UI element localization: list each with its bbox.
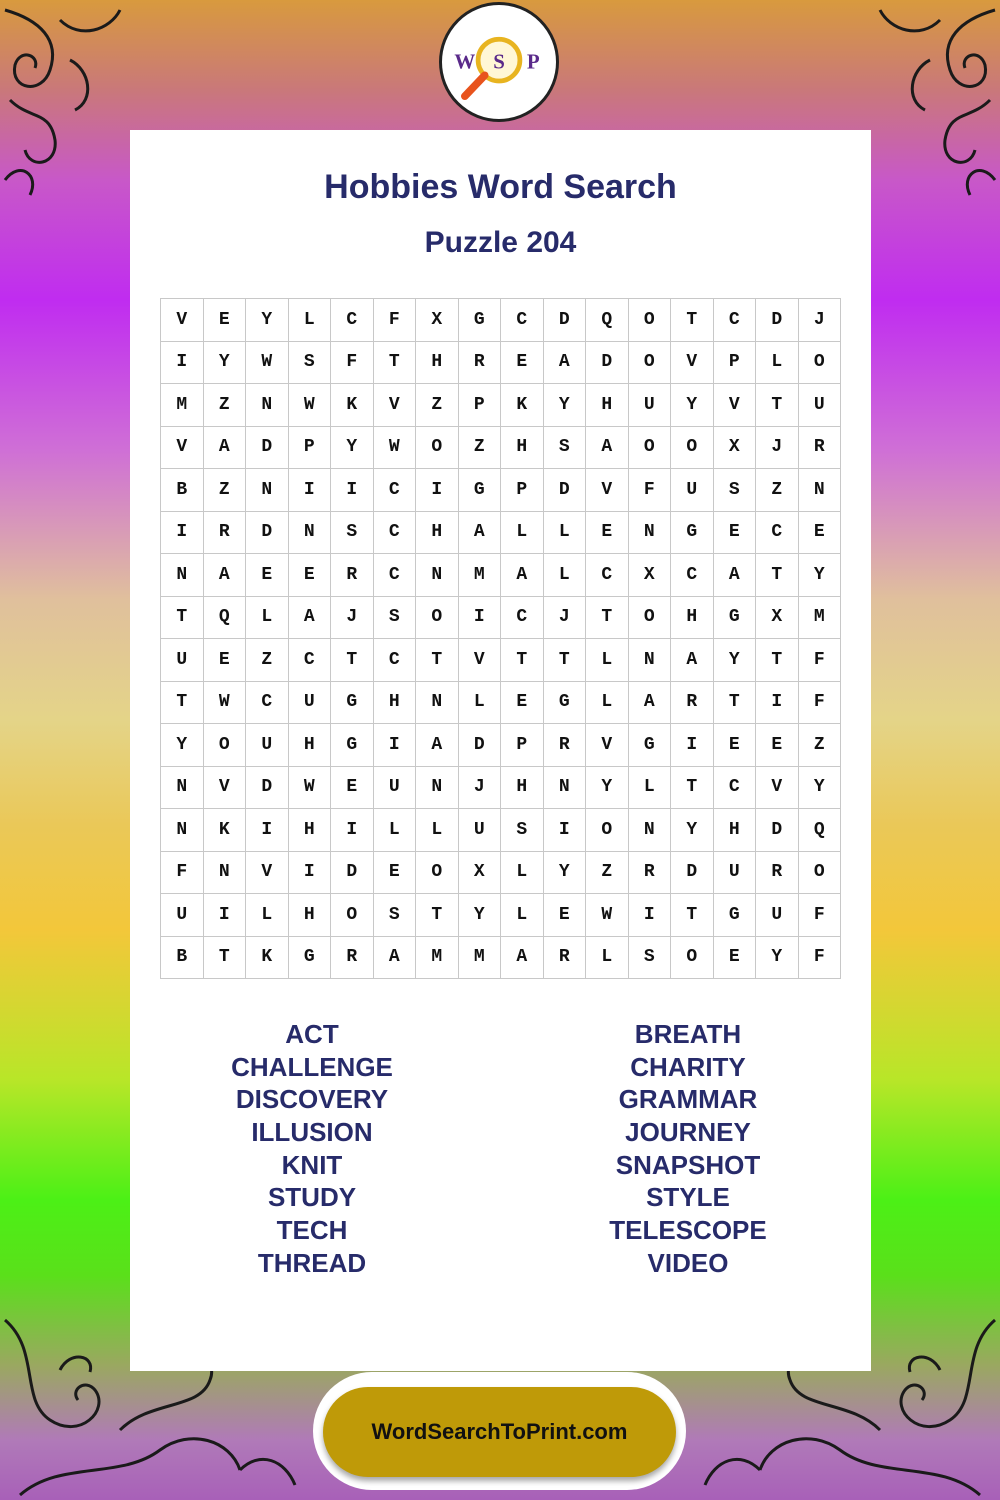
grid-cell[interactable]: H — [416, 342, 459, 385]
grid-cell[interactable]: I — [756, 682, 799, 725]
grid-cell[interactable]: V — [204, 767, 247, 810]
grid-cell[interactable]: P — [501, 469, 544, 512]
grid-cell[interactable]: I — [416, 469, 459, 512]
grid-cell[interactable]: Y — [544, 852, 587, 895]
grid-cell[interactable]: N — [416, 767, 459, 810]
puzzle-number: Puzzle 204 — [424, 226, 577, 259]
grid-cell[interactable]: Y — [586, 767, 629, 810]
grid-cell[interactable]: H — [501, 767, 544, 810]
grid-cell[interactable]: E — [289, 554, 332, 597]
grid-cell[interactable]: L — [416, 809, 459, 852]
grid-cell[interactable]: E — [374, 852, 417, 895]
grid-cell[interactable]: K — [331, 384, 374, 427]
grid-cell[interactable]: G — [671, 512, 714, 555]
grid-cell[interactable]: E — [799, 512, 842, 555]
grid-cell[interactable]: I — [671, 724, 714, 767]
grid-cell[interactable]: O — [629, 597, 672, 640]
grid-cell[interactable]: V — [459, 639, 502, 682]
site-logo[interactable] — [439, 2, 559, 122]
grid-cell[interactable]: N — [204, 852, 247, 895]
grid-cell[interactable]: U — [246, 724, 289, 767]
grid-cell[interactable]: H — [289, 724, 332, 767]
grid-cell[interactable]: V — [671, 342, 714, 385]
grid-cell[interactable]: M — [799, 597, 842, 640]
grid-cell[interactable]: D — [544, 299, 587, 342]
grid-cell[interactable]: Z — [459, 427, 502, 470]
word-list-left — [162, 1018, 462, 1280]
grid-cell[interactable]: D — [246, 512, 289, 555]
grid-cell[interactable]: D — [756, 299, 799, 342]
website-link-button[interactable]: WordSearchToPrint.com — [323, 1387, 676, 1477]
grid-cell[interactable]: S — [331, 512, 374, 555]
grid-cell[interactable]: P — [501, 724, 544, 767]
grid-cell[interactable]: A — [204, 554, 247, 597]
grid-cell[interactable]: Z — [204, 384, 247, 427]
grid-cell[interactable]: C — [714, 767, 757, 810]
grid-cell[interactable]: X — [714, 427, 757, 470]
word-list-item: BREATH — [634, 1019, 742, 1049]
grid-cell[interactable]: P — [459, 384, 502, 427]
grid-cell[interactable]: E — [756, 724, 799, 767]
grid-cell[interactable]: V — [756, 767, 799, 810]
grid-cell[interactable]: L — [501, 512, 544, 555]
word-list-item: STUDY — [267, 1182, 357, 1213]
grid-cell[interactable]: J — [331, 597, 374, 640]
grid-cell[interactable]: F — [161, 852, 204, 895]
grid-cell[interactable]: W — [246, 342, 289, 385]
grid-cell[interactable]: A — [671, 639, 714, 682]
grid-cell[interactable]: M — [459, 937, 502, 980]
grid-cell[interactable]: Y — [246, 299, 289, 342]
grid-cell[interactable]: X — [459, 852, 502, 895]
word-list-item: CHARITY — [630, 1051, 746, 1082]
grid-cell[interactable]: V — [586, 724, 629, 767]
grid-cell[interactable]: A — [416, 724, 459, 767]
grid-cell[interactable]: S — [544, 427, 587, 470]
grid-cell[interactable]: B — [161, 469, 204, 512]
grid-cell[interactable]: N — [161, 554, 204, 597]
grid-cell[interactable]: H — [289, 894, 332, 937]
grid-cell[interactable]: T — [161, 682, 204, 725]
grid-cell[interactable]: G — [331, 682, 374, 725]
grid-cell[interactable]: T — [756, 554, 799, 597]
grid-cell[interactable]: D — [246, 767, 289, 810]
grid-cell[interactable]: V — [161, 299, 204, 342]
grid-cell[interactable]: C — [374, 512, 417, 555]
grid-cell[interactable]: I — [331, 469, 374, 512]
grid-cell[interactable]: O — [331, 894, 374, 937]
word-list-item: VIDEO — [647, 1247, 729, 1278]
grid-cell[interactable]: A — [374, 937, 417, 980]
grid-cell[interactable]: N — [416, 682, 459, 725]
grid-cell[interactable]: N — [629, 512, 672, 555]
grid-cell[interactable]: O — [629, 299, 672, 342]
grid-cell[interactable]: R — [459, 342, 502, 385]
grid-cell[interactable]: T — [374, 342, 417, 385]
grid-cell[interactable]: G — [714, 894, 757, 937]
grid-cell[interactable]: L — [544, 554, 587, 597]
grid-cell[interactable]: I — [289, 469, 332, 512]
word-list-item: ILLUSION — [251, 1117, 373, 1148]
grid-cell[interactable]: P — [714, 342, 757, 385]
grid-cell[interactable]: Z — [756, 469, 799, 512]
grid-cell[interactable]: D — [246, 427, 289, 470]
grid-cell[interactable]: O — [416, 852, 459, 895]
corner-ornament-top-left — [0, 0, 130, 200]
word-list-item: THREAD — [257, 1247, 367, 1278]
grid-cell[interactable]: O — [671, 937, 714, 980]
grid-cell[interactable]: E — [586, 512, 629, 555]
grid-cell[interactable]: C — [671, 554, 714, 597]
grid-cell[interactable]: R — [629, 852, 672, 895]
word-list-right — [538, 1018, 838, 1280]
grid-cell[interactable]: L — [246, 894, 289, 937]
grid-cell[interactable]: F — [799, 894, 842, 937]
grid-cell[interactable]: W — [289, 384, 332, 427]
grid-cell[interactable]: H — [671, 597, 714, 640]
grid-cell[interactable]: L — [289, 299, 332, 342]
grid-cell[interactable]: J — [756, 427, 799, 470]
grid-cell[interactable]: F — [374, 299, 417, 342]
grid-cell[interactable]: O — [416, 597, 459, 640]
puzzle-sheet — [130, 130, 871, 1371]
grid-cell[interactable]: C — [374, 639, 417, 682]
grid-cell[interactable]: O — [629, 342, 672, 385]
grid-cell[interactable]: C — [501, 597, 544, 640]
grid-cell[interactable]: Y — [756, 937, 799, 980]
grid-cell[interactable]: I — [331, 809, 374, 852]
grid-cell[interactable]: J — [459, 767, 502, 810]
grid-cell[interactable]: V — [714, 384, 757, 427]
grid-cell[interactable]: E — [246, 554, 289, 597]
grid-cell[interactable]: F — [799, 639, 842, 682]
grid-cell[interactable]: A — [501, 937, 544, 980]
grid-cell[interactable]: D — [586, 342, 629, 385]
grid-cell[interactable]: T — [586, 597, 629, 640]
grid-cell[interactable]: U — [756, 894, 799, 937]
grid-cell[interactable]: M — [161, 384, 204, 427]
grid-cell[interactable]: I — [161, 512, 204, 555]
word-list-item: KNIT — [281, 1149, 343, 1180]
grid-cell[interactable]: H — [289, 809, 332, 852]
logo-letter-s: S — [493, 49, 505, 74]
grid-cell[interactable]: G — [289, 937, 332, 980]
grid-cell[interactable]: E — [331, 767, 374, 810]
grid-cell[interactable]: K — [204, 809, 247, 852]
grid-cell[interactable]: E — [544, 894, 587, 937]
grid-cell[interactable]: H — [501, 427, 544, 470]
grid-cell[interactable]: U — [459, 809, 502, 852]
grid-cell[interactable]: W — [204, 682, 247, 725]
grid-cell[interactable]: I — [629, 894, 672, 937]
grid-cell[interactable]: I — [204, 894, 247, 937]
grid-cell[interactable]: L — [756, 342, 799, 385]
grid-cell[interactable]: T — [671, 894, 714, 937]
grid-cell[interactable]: C — [246, 682, 289, 725]
word-list-item: TECH — [276, 1215, 348, 1246]
grid-cell[interactable]: Y — [459, 894, 502, 937]
grid-cell[interactable]: Y — [671, 809, 714, 852]
grid-cell[interactable]: I — [459, 597, 502, 640]
grid-cell[interactable]: E — [204, 639, 247, 682]
grid-cell[interactable]: N — [246, 469, 289, 512]
grid-cell[interactable]: O — [671, 427, 714, 470]
grid-cell[interactable]: T — [204, 937, 247, 980]
grid-cell[interactable]: Y — [799, 767, 842, 810]
grid-cell[interactable]: L — [501, 894, 544, 937]
grid-cell[interactable]: S — [501, 809, 544, 852]
grid-cell[interactable]: T — [756, 384, 799, 427]
grid-cell[interactable]: Y — [671, 384, 714, 427]
grid-cell[interactable]: V — [246, 852, 289, 895]
grid-cell[interactable]: P — [289, 427, 332, 470]
grid-cell[interactable]: D — [756, 809, 799, 852]
grid-cell[interactable]: U — [629, 384, 672, 427]
grid-cell[interactable]: W — [586, 894, 629, 937]
grid-cell[interactable]: R — [799, 427, 842, 470]
grid-cell[interactable]: C — [374, 469, 417, 512]
grid-cell[interactable]: R — [671, 682, 714, 725]
grid-cell[interactable]: G — [459, 469, 502, 512]
grid-cell[interactable]: Y — [714, 639, 757, 682]
grid-cell[interactable]: T — [671, 767, 714, 810]
grid-cell[interactable]: E — [714, 512, 757, 555]
grid-cell[interactable]: U — [161, 894, 204, 937]
grid-cell[interactable]: I — [161, 342, 204, 385]
grid-cell[interactable]: K — [501, 384, 544, 427]
grid-cell[interactable]: X — [629, 554, 672, 597]
grid-cell[interactable]: S — [289, 342, 332, 385]
grid-cell[interactable]: D — [671, 852, 714, 895]
grid-cell[interactable]: N — [289, 512, 332, 555]
grid-cell[interactable]: H — [416, 512, 459, 555]
grid-cell[interactable]: N — [629, 809, 672, 852]
grid-cell[interactable]: C — [374, 554, 417, 597]
grid-cell[interactable]: G — [629, 724, 672, 767]
word-list-item: JOURNEY — [625, 1117, 751, 1148]
grid-cell[interactable]: Z — [799, 724, 842, 767]
grid-cell[interactable]: O — [799, 342, 842, 385]
grid-cell[interactable]: H — [586, 384, 629, 427]
grid-cell[interactable]: C — [756, 512, 799, 555]
grid-cell[interactable]: L — [544, 512, 587, 555]
grid-cell[interactable]: U — [289, 682, 332, 725]
grid-cell[interactable]: N — [161, 809, 204, 852]
grid-cell[interactable]: D — [544, 469, 587, 512]
grid-cell[interactable]: F — [629, 469, 672, 512]
grid-cell[interactable]: A — [501, 554, 544, 597]
grid-cell[interactable]: C — [289, 639, 332, 682]
grid-cell[interactable]: C — [714, 299, 757, 342]
logo-letter-p: P — [526, 49, 540, 74]
grid-cell[interactable]: L — [586, 639, 629, 682]
grid-cell[interactable]: H — [374, 682, 417, 725]
grid-cell[interactable]: T — [416, 639, 459, 682]
grid-cell[interactable]: S — [714, 469, 757, 512]
grid-cell[interactable]: N — [799, 469, 842, 512]
grid-cell[interactable]: V — [374, 384, 417, 427]
grid-cell[interactable]: T — [714, 682, 757, 725]
grid-cell[interactable]: R — [331, 937, 374, 980]
grid-cell[interactable]: E — [714, 937, 757, 980]
grid-cell[interactable]: L — [246, 597, 289, 640]
grid-cell[interactable]: F — [799, 682, 842, 725]
grid-cell[interactable]: X — [416, 299, 459, 342]
grid-cell[interactable]: Q — [799, 809, 842, 852]
grid-cell[interactable]: Z — [204, 469, 247, 512]
grid-cell[interactable]: E — [501, 682, 544, 725]
grid-cell[interactable]: Z — [246, 639, 289, 682]
grid-cell[interactable]: U — [374, 767, 417, 810]
grid-cell[interactable]: D — [459, 724, 502, 767]
grid-cell[interactable]: U — [671, 469, 714, 512]
word-list-item: STYLE — [646, 1182, 730, 1213]
grid-cell[interactable]: G — [544, 682, 587, 725]
grid-cell[interactable]: A — [289, 597, 332, 640]
grid-cell[interactable]: C — [501, 299, 544, 342]
grid-cell[interactable]: L — [586, 937, 629, 980]
grid-cell[interactable]: O — [204, 724, 247, 767]
grid-cell[interactable]: L — [501, 852, 544, 895]
grid-cell[interactable]: T — [501, 639, 544, 682]
grid-cell[interactable]: L — [374, 809, 417, 852]
grid-cell[interactable]: M — [459, 554, 502, 597]
grid-cell[interactable]: T — [331, 639, 374, 682]
grid-cell[interactable]: E — [204, 299, 247, 342]
grid-cell[interactable]: R — [544, 724, 587, 767]
grid-cell[interactable]: I — [246, 809, 289, 852]
grid-cell[interactable]: Y — [161, 724, 204, 767]
grid-cell[interactable]: M — [416, 937, 459, 980]
grid-cell[interactable]: Q — [204, 597, 247, 640]
grid-cell[interactable]: O — [799, 852, 842, 895]
grid-cell[interactable]: C — [586, 554, 629, 597]
grid-cell[interactable]: X — [756, 597, 799, 640]
grid-cell[interactable]: A — [586, 427, 629, 470]
grid-cell[interactable]: N — [161, 767, 204, 810]
grid-cell[interactable]: V — [586, 469, 629, 512]
corner-ornament-top-right — [870, 0, 1000, 200]
grid-cell[interactable]: E — [501, 342, 544, 385]
grid-cell[interactable]: H — [714, 809, 757, 852]
grid-cell[interactable]: L — [586, 682, 629, 725]
grid-cell[interactable]: R — [204, 512, 247, 555]
grid-cell[interactable]: J — [799, 299, 842, 342]
grid-cell[interactable]: Y — [204, 342, 247, 385]
grid-cell[interactable]: T — [416, 894, 459, 937]
grid-cell[interactable]: I — [544, 809, 587, 852]
word-list-item: GRAMMAR — [618, 1084, 758, 1115]
grid-cell[interactable]: U — [799, 384, 842, 427]
grid-cell[interactable]: N — [246, 384, 289, 427]
grid-cell[interactable]: A — [714, 554, 757, 597]
grid-cell[interactable]: A — [204, 427, 247, 470]
word-list-item: TELESCOPE — [609, 1215, 767, 1246]
word-list-item: ACT — [285, 1019, 339, 1049]
grid-cell[interactable]: R — [756, 852, 799, 895]
grid-cell[interactable]: V — [161, 427, 204, 470]
grid-cell[interactable]: T — [161, 597, 204, 640]
grid-cell[interactable]: T — [671, 299, 714, 342]
grid-cell[interactable]: Q — [586, 299, 629, 342]
grid-cell[interactable]: G — [331, 724, 374, 767]
word-list-item: DISCOVERY — [235, 1084, 389, 1115]
grid-cell[interactable]: G — [459, 299, 502, 342]
grid-cell[interactable]: T — [544, 639, 587, 682]
grid-cell[interactable]: N — [544, 767, 587, 810]
grid-cell[interactable]: U — [714, 852, 757, 895]
grid-cell[interactable]: U — [161, 639, 204, 682]
grid-cell[interactable]: B — [161, 937, 204, 980]
grid-cell[interactable]: J — [544, 597, 587, 640]
grid-cell[interactable]: W — [289, 767, 332, 810]
grid-cell[interactable]: D — [331, 852, 374, 895]
word-list-item: SNAPSHOT — [615, 1149, 761, 1180]
grid-cell[interactable]: R — [331, 554, 374, 597]
grid-cell[interactable]: S — [629, 937, 672, 980]
grid-cell[interactable]: Y — [544, 384, 587, 427]
logo-letter-w: W — [454, 49, 476, 74]
grid-cell[interactable]: I — [374, 724, 417, 767]
grid-cell[interactable]: I — [289, 852, 332, 895]
grid-cell[interactable]: R — [544, 937, 587, 980]
grid-cell[interactable]: K — [246, 937, 289, 980]
grid-cell[interactable]: S — [374, 597, 417, 640]
grid-cell[interactable]: Y — [799, 554, 842, 597]
grid-cell[interactable]: E — [714, 724, 757, 767]
grid-cell[interactable]: N — [629, 639, 672, 682]
page-title: Hobbies Word Search — [324, 168, 677, 206]
grid-cell[interactable]: W — [374, 427, 417, 470]
grid-cell[interactable]: Z — [416, 384, 459, 427]
grid-cell[interactable]: L — [629, 767, 672, 810]
grid-cell[interactable]: T — [756, 639, 799, 682]
grid-cell[interactable]: A — [544, 342, 587, 385]
grid-cell[interactable]: F — [799, 937, 842, 980]
grid-cell[interactable]: Z — [586, 852, 629, 895]
grid-cell[interactable]: A — [629, 682, 672, 725]
grid-cell[interactable]: Y — [331, 427, 374, 470]
grid-cell[interactable]: O — [586, 809, 629, 852]
grid-cell[interactable]: A — [459, 512, 502, 555]
grid-cell[interactable]: N — [416, 554, 459, 597]
grid-cell[interactable]: C — [331, 299, 374, 342]
grid-cell[interactable]: G — [714, 597, 757, 640]
grid-cell[interactable]: S — [374, 894, 417, 937]
word-list-item: CHALLENGE — [231, 1051, 393, 1082]
letter-grid[interactable] — [160, 298, 841, 979]
grid-cell[interactable]: L — [459, 682, 502, 725]
grid-cell[interactable]: O — [416, 427, 459, 470]
grid-cell[interactable]: F — [331, 342, 374, 385]
grid-cell[interactable]: O — [629, 427, 672, 470]
